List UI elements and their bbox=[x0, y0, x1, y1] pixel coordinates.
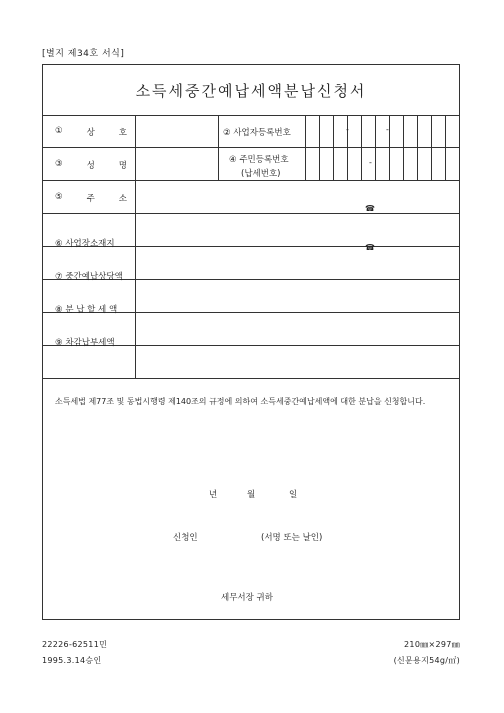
paper-size: 210㎜×297㎜ bbox=[404, 640, 460, 649]
tax-number-sublabel: (납세번호) bbox=[241, 169, 281, 179]
label-column-divider bbox=[135, 115, 136, 378]
paper-spec: (신문용지54g/㎡) bbox=[393, 656, 460, 665]
row-divider bbox=[43, 378, 459, 379]
digit-box-divider bbox=[445, 115, 446, 180]
approval-date: 1995.3.14승인 bbox=[42, 656, 102, 665]
signature-note: (서명 또는 날인) bbox=[261, 533, 323, 543]
applicant-label: 신청인 bbox=[173, 533, 198, 543]
number-separator: - bbox=[369, 158, 372, 167]
address-label bbox=[55, 192, 127, 204]
row-divider bbox=[43, 180, 459, 181]
business-location-label: ⑥ 사업장소재지 bbox=[55, 239, 115, 249]
item-number: ② bbox=[223, 128, 231, 138]
label-text: 사업자등록번호 bbox=[233, 128, 291, 138]
application-form bbox=[42, 64, 460, 620]
digit-box-divider bbox=[333, 115, 334, 180]
row-divider bbox=[43, 213, 459, 214]
date-year-label: 년 bbox=[209, 490, 218, 500]
interim-prepayment-amount-label: ⑦ 중간예납상당액 bbox=[55, 272, 123, 282]
number-separator: - bbox=[346, 125, 349, 134]
net-tax-payable-label: ⑨ 차감납부세액 bbox=[55, 338, 115, 348]
phone-icon: ☎ bbox=[365, 243, 375, 252]
label-char: 호 bbox=[118, 128, 127, 138]
addressee: 세무서장 귀하 bbox=[221, 593, 273, 603]
digit-box-divider bbox=[389, 115, 390, 180]
phone-icon: ☎ bbox=[365, 204, 375, 213]
item-number: ⑤ bbox=[55, 192, 63, 202]
business-name-label bbox=[55, 126, 127, 138]
form-title: 소득세중간예납세액분납신청서 bbox=[135, 81, 367, 100]
row-divider bbox=[43, 147, 459, 148]
digit-box-divider bbox=[417, 115, 418, 180]
date-month-label: 월 bbox=[247, 490, 256, 500]
application-statement: 소득세법 제77조 및 동법시행령 제140조의 규정에 의하여 소득세중간예납세액에 대한 분납을 신청합니다. bbox=[55, 397, 426, 406]
digit-box-divider bbox=[431, 115, 432, 180]
title-row bbox=[43, 65, 459, 116]
date-day-label: 일 bbox=[289, 490, 298, 500]
item-number: ③ bbox=[55, 159, 63, 169]
label-text: 주민등록번호 bbox=[239, 155, 289, 165]
label-char: 상 bbox=[86, 128, 95, 138]
form-number-caption: [별지 제34호 서식] bbox=[42, 49, 125, 59]
column-divider bbox=[218, 115, 219, 180]
column-divider bbox=[305, 115, 306, 180]
item-number: ④ bbox=[229, 155, 237, 165]
business-registration-number-label bbox=[223, 126, 291, 138]
digit-box-divider bbox=[375, 115, 376, 180]
label-char: 명 bbox=[118, 161, 127, 171]
digit-box-divider bbox=[361, 115, 362, 180]
label-char: 주 bbox=[86, 194, 95, 204]
label-char: 성 bbox=[86, 161, 95, 171]
resident-registration-number-label bbox=[229, 153, 289, 165]
label-char: 소 bbox=[118, 194, 127, 204]
digit-box-divider bbox=[403, 115, 404, 180]
installment-tax-amount-label: ⑧ 분 납 할 세 액 bbox=[55, 305, 118, 315]
number-separator: - bbox=[386, 125, 389, 134]
name-label bbox=[55, 159, 127, 171]
item-number: ① bbox=[55, 126, 63, 136]
digit-box-divider bbox=[319, 115, 320, 180]
form-code: 22226-62511민 bbox=[42, 640, 108, 649]
